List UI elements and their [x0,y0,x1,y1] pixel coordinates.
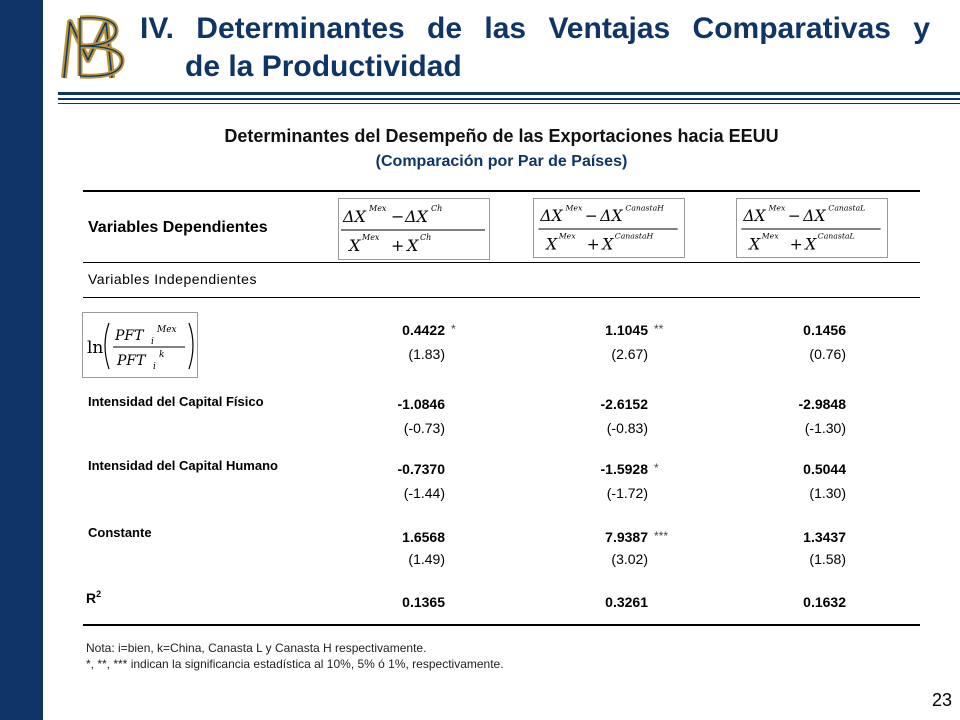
t-statistic: (3.02) [611,551,648,567]
num-minus: − [787,207,801,226]
title-word: de [427,12,463,45]
ln-pft-formula [82,312,198,378]
ln-text: ln [87,338,104,358]
row-label: Intensidad del Capital Físico [88,394,264,409]
num-a: ΔX [343,207,366,226]
num-b-sup: Ch [431,204,443,213]
pft-den-sup: k [159,350,165,360]
num-b: ΔX [803,207,826,226]
t-statistic: (-0.83) [606,420,648,436]
pft-num-sup: Mex [157,325,177,335]
dependent-variables-label: Variables Dependientes [88,219,268,236]
significance-stars: ** [654,322,664,336]
num-b: ΔX [405,207,428,226]
coefficient-value: 7.9387 [605,529,648,545]
t-statistic: (2.67) [611,346,648,362]
page-number: 23 [931,690,952,710]
title-word: y [913,12,930,45]
coefficient-value: -2.6152 [600,396,648,412]
note-line-2: *, **, *** indican la significancia estadística al 10%, 5% ó 1%, respectivamente. [86,657,504,671]
dependent-formula-1 [338,198,490,260]
num-a-sup: Mex [369,204,387,213]
title-word: Comparativas [692,12,891,45]
independent-variables-label: Variables Independientes [88,271,257,287]
num-minus: − [584,207,598,226]
num-b-sup: CanastaH [625,203,664,213]
page-title [140,10,930,86]
den-plus: + [391,236,405,255]
row-label: Constante [88,525,152,540]
den-a-sup: Mex [362,233,380,242]
den-b: X [407,236,419,255]
den-b-sup: Ch [420,233,432,242]
den-b: X [602,235,614,254]
r2-label: $R^2$ [86,589,102,606]
title-word: Determinantes [196,12,405,45]
table-bottom-rule [83,624,920,626]
num-a-sup: Mex [768,203,786,213]
note-line-1: Nota: i=bien, k=China, Canasta L y Canasta H respectivamente. [86,641,427,655]
t-statistic: (1.58) [809,551,846,567]
coefficient-value: 0.4422 [402,322,445,338]
den-a-sup: Mex [761,231,779,241]
r2-value: 0.1365 [402,594,445,610]
significance-stars: *** [654,529,669,543]
t-statistic: (-0.73) [403,420,445,436]
den-a: X [749,235,761,254]
left-sidebar-bar [0,0,43,720]
pft-den: PFT [117,353,146,369]
coefficient-value: -1.0846 [397,396,445,412]
t-statistic: (1.30) [809,485,846,501]
num-minus: − [391,207,405,226]
title-word: las [484,12,527,45]
coefficient-value: 0.5044 [803,461,846,477]
den-b-sup: CanastaH [614,231,654,241]
den-a: X [349,236,361,255]
t-statistic: (1.49) [408,551,445,567]
r2-value: 0.1632 [803,594,846,610]
table-subtitle: (Comparación por Par de Países) [375,153,628,170]
dependent-formula-3 [736,198,888,258]
num-b: ΔX [600,207,623,226]
bm-logo [58,10,132,84]
den-a-sup: Mex [558,231,576,241]
den-a: X [546,235,558,254]
pft-num-sub: i [151,337,154,347]
pft-den-sub: i [153,362,156,372]
den-plus: + [789,235,803,254]
title-line-1 [140,10,930,48]
den-plus: + [586,235,600,254]
num-a: ΔX [540,207,563,226]
r2-value: 0.3261 [605,594,648,610]
coefficient-value: 0.1456 [803,322,846,338]
table-indep-rule [83,297,920,298]
num-a-sup: Mex [565,203,583,213]
den-b: X [805,235,817,254]
table-header-rule [83,262,920,263]
num-b-sup: CanastaL [828,203,866,213]
coefficient-value: 1.1045 [605,322,648,338]
t-statistic: (-1.30) [804,420,846,436]
num-a: ΔX [743,207,766,226]
significance-stars: * [654,461,659,475]
t-statistic: (1.83) [408,346,445,362]
t-statistic: (-1.72) [606,485,648,501]
row-label: Intensidad del Capital Humano [88,458,278,473]
den-b-sup: CanastaL [817,231,855,241]
title-line-2: de la Productividad [185,50,462,83]
coefficient-value: 1.6568 [402,529,445,545]
t-statistic: (0.76) [809,346,846,362]
coefficient-value: -2.9848 [798,396,846,412]
pft-num: PFT [115,328,144,344]
coefficient-value: 1.3437 [803,529,846,545]
significance-stars: * [451,322,456,336]
t-statistic: (-1.44) [403,485,445,501]
table-top-rule [83,190,920,192]
table-title: Determinantes del Desempeño de las Exportaciones hacia EEUU [224,126,779,146]
dependent-formula-2 [533,198,685,258]
coefficient-value: -1.5928 [600,461,648,477]
coefficient-value: -0.7370 [397,461,445,477]
title-word: Ventajas [548,12,671,45]
title-word: IV. [140,12,174,45]
header-rules [58,92,960,104]
